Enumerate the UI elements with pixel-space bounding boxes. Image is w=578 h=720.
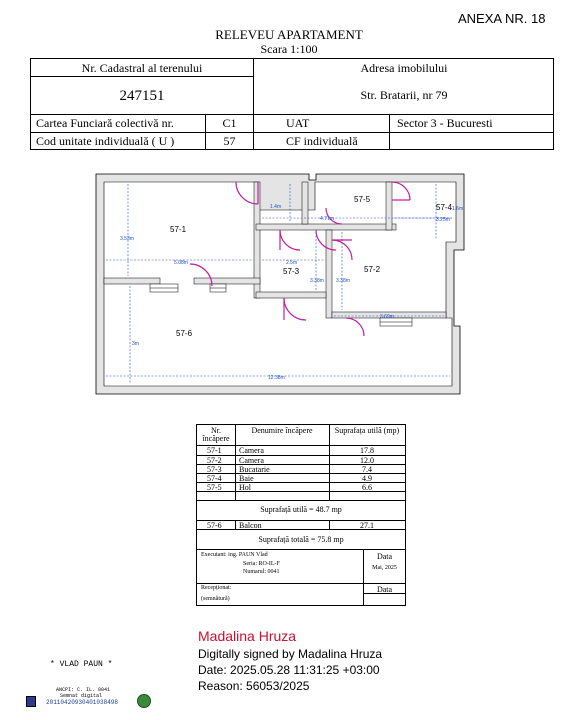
- date-label: Data: [376, 552, 393, 561]
- dim-label: 3.69m: [380, 314, 394, 320]
- cadastral-value: 247151: [119, 88, 165, 104]
- room-label: 57-5: [354, 195, 371, 204]
- date-label-2: Data: [376, 585, 393, 594]
- row-name: Hol: [239, 483, 251, 492]
- grand-total: Suprafață totală = 75.8 mp: [258, 535, 344, 544]
- dim-label: 3m: [132, 341, 139, 347]
- room-label: 57-3: [283, 267, 300, 276]
- dim-label: 3.38m: [336, 278, 350, 284]
- row-area: 17.8: [360, 446, 374, 455]
- cod-label: Cod unitate individuală ( U ): [36, 134, 175, 148]
- dim-label: 3.25m: [436, 217, 450, 223]
- header-table: [30, 58, 554, 150]
- area-table: [196, 424, 406, 606]
- col-name-header: Denumire încăpere: [251, 426, 313, 435]
- address-label: Adresa imobilului: [360, 61, 448, 75]
- row-nr: 57-3: [207, 465, 222, 474]
- date-value: Mai, 2025: [372, 565, 397, 571]
- executant-number: Numarul: 0041: [243, 569, 280, 575]
- dim-label: 4.71m: [320, 216, 334, 222]
- row-area: 6.6: [362, 483, 372, 492]
- signature-line-1: Digitally signed by Madalina Hruza: [198, 647, 383, 661]
- cf-label: CF individuală: [286, 134, 358, 148]
- row-nr: 57-4: [207, 474, 222, 483]
- signature-line-3: Reason: 56053/2025: [198, 679, 310, 693]
- balcony-area: 27.1: [360, 521, 374, 530]
- stamp-name: * VLAD PAUN *: [50, 660, 113, 669]
- row-area: 4.9: [362, 474, 372, 483]
- signer-name: Madalina Hruza: [198, 628, 297, 644]
- balcony-nr: 57-6: [207, 521, 222, 530]
- dim-label: 1.6m: [452, 206, 464, 212]
- received-label: Recepționat:: [201, 585, 232, 591]
- dim-label: 3.53m: [120, 236, 134, 242]
- signature-line-2: Date: 2025.05.28 11:31:25 +03:00: [198, 663, 380, 677]
- executant-serie: Seria: RO-IL-F: [243, 561, 280, 567]
- row-nr: 57-1: [207, 446, 222, 455]
- floor-plan: [90, 168, 470, 400]
- document-scale: Scara 1:100: [260, 42, 318, 56]
- row-area: 12.0: [360, 456, 374, 465]
- annex-number: ANEXA NR. 18: [458, 11, 546, 26]
- balcony-name: Balcon: [239, 521, 262, 530]
- col-nr-header: Nr. încăpere: [202, 426, 230, 443]
- dim-label: 5.08m: [174, 260, 188, 266]
- stamp-signed: Semnat digital: [60, 693, 103, 699]
- stamp-ancpi: ANCPI: C. IL. 0041: [56, 687, 111, 693]
- room-label: 57-1: [170, 225, 187, 234]
- dim-label: 1.4m: [270, 204, 282, 210]
- stamp-code: 20110420930401038498: [46, 699, 119, 706]
- row-name: Camera: [239, 446, 264, 455]
- room-label: 57-2: [364, 265, 381, 274]
- useful-total: Suprafață utilă = 48.7 mp: [260, 505, 342, 514]
- address-value: Str. Bratarii, nr 79: [360, 88, 448, 102]
- row-name: Bucatarie: [239, 465, 270, 474]
- row-nr: 57-2: [207, 456, 222, 465]
- row-name: Camera: [239, 456, 264, 465]
- row-nr: 57-5: [207, 483, 222, 492]
- uat-value: Sector 3 - Bucuresti: [397, 116, 493, 130]
- dim-label: 3.38m: [310, 278, 324, 284]
- dim-label: 2.5m: [286, 260, 298, 266]
- carte-label: Cartea Funciară colectivă nr.: [36, 116, 174, 130]
- row-area: 7.4: [362, 465, 372, 474]
- dim-label: 12.38m: [268, 375, 285, 381]
- room-label: 57-6: [176, 329, 193, 338]
- signature-placeholder: (semnătură): [201, 596, 230, 602]
- carte-value: C1: [222, 116, 237, 130]
- document-icon: [26, 696, 36, 707]
- document-title: RELEVEU APARTAMENT: [215, 27, 363, 42]
- col-area-header: Suprafața utilă (mp): [334, 426, 400, 435]
- room-label: 57-4: [436, 203, 453, 212]
- cadastral-label: Nr. Cadastral al terenului: [81, 61, 203, 75]
- cod-value: 57: [223, 134, 236, 148]
- executant: Executant: ing. PAUN Vlad: [201, 552, 268, 558]
- uat-label: UAT: [286, 116, 310, 130]
- row-name: Baie: [239, 474, 254, 483]
- seal-icon: [137, 694, 151, 708]
